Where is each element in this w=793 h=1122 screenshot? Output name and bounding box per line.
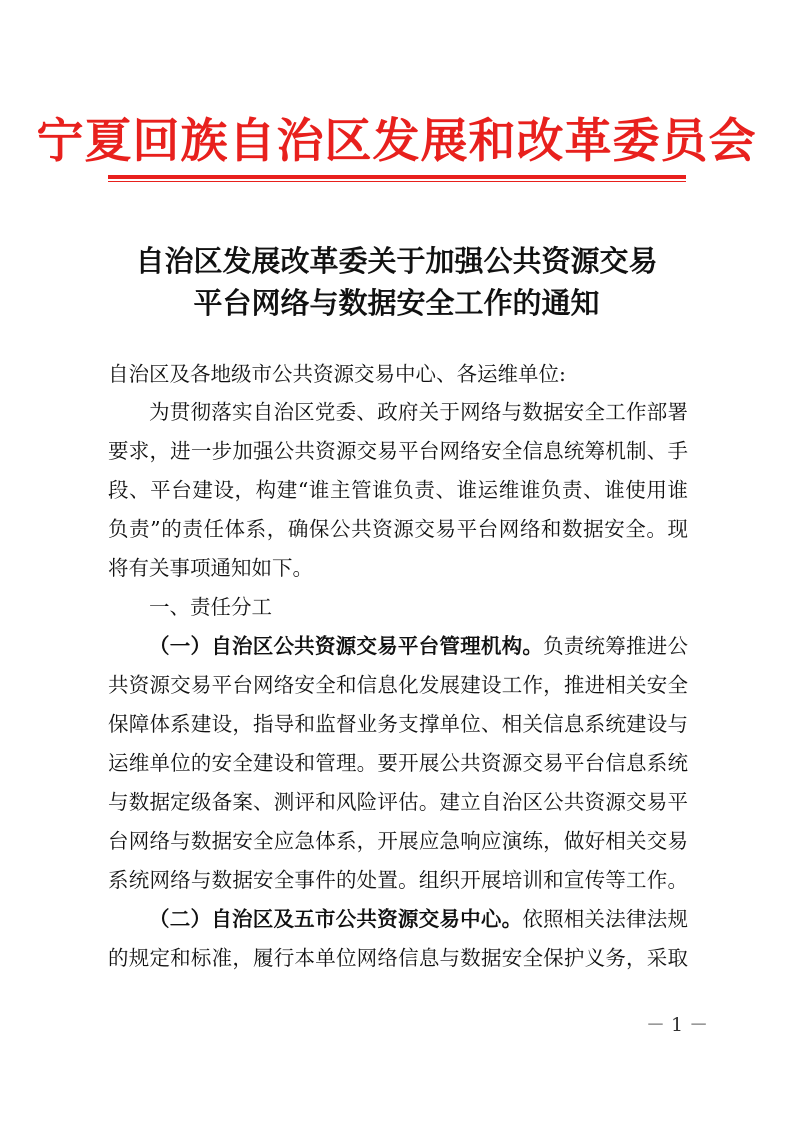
header-red-rule-thin	[108, 181, 686, 182]
page-number: － 1 －	[646, 1014, 709, 1036]
intro-line: 段、平台建设，构建“谁主管谁负责、谁运维谁负责、谁使用谁	[108, 478, 688, 502]
item1-line: 系统网络与数据安全事件的处置。组织开展培训和宣传等工作。	[108, 868, 688, 892]
item1-first-line	[108, 627, 688, 666]
document-title-line-2: 平台网络与数据安全工作的通知	[193, 286, 600, 320]
item1-line: 台网络与数据安全应急体系，开展应急响应演练，做好相关交易	[108, 829, 688, 853]
document-body	[108, 393, 688, 978]
intro-line: 负责”的责任体系，确保公共资源交易平台网络和数据安全。现	[108, 517, 688, 541]
salutation	[108, 355, 688, 394]
item1-first-line-text: 负责统筹推进公	[543, 634, 688, 658]
item2-line: 的规定和标准，履行本单位网络信息与数据安全保护义务，采取	[108, 946, 688, 970]
item1-heading: （一）自治区公共资源交易平台管理机构。	[149, 634, 544, 658]
salutation-line: 自治区及各地级市公共资源交易中心、各运维单位:	[108, 362, 566, 386]
intro-line: 要求，进一步加强公共资源交易平台网络安全信息统筹机制、手	[108, 439, 688, 463]
header-red-rule-thick	[108, 175, 686, 179]
intro-line: 将有关事项通知如下。	[108, 556, 313, 580]
intro-line: 为贯彻落实自治区党委、政府关于网络与数据安全工作部署	[149, 400, 688, 424]
item1-line: 共资源交易平台网络安全和信息化发展建设工作，推进相关安全	[108, 673, 688, 697]
item1-line: 与数据定级备案、测评和风险评估。建立自治区公共资源交易平	[108, 790, 688, 814]
item2-first-line	[108, 900, 688, 939]
organization-header: 宁夏回族自治区发展和改革委员会	[36, 114, 757, 169]
item1-line: 保障体系建设，指导和监督业务支撑单位、相关信息系统建设与	[108, 712, 688, 736]
section-heading: 一、责任分工	[149, 595, 272, 619]
item2-first-line-text: 依照相关法律法规	[522, 907, 688, 931]
document-title-line-1: 自治区发展改革委关于加强公共资源交易	[135, 244, 658, 278]
item2-heading: （二）自治区及五市公共资源交易中心。	[149, 907, 523, 931]
item1-line: 运维单位的安全建设和管理。要开展公共资源交易平台信息系统	[108, 751, 688, 775]
